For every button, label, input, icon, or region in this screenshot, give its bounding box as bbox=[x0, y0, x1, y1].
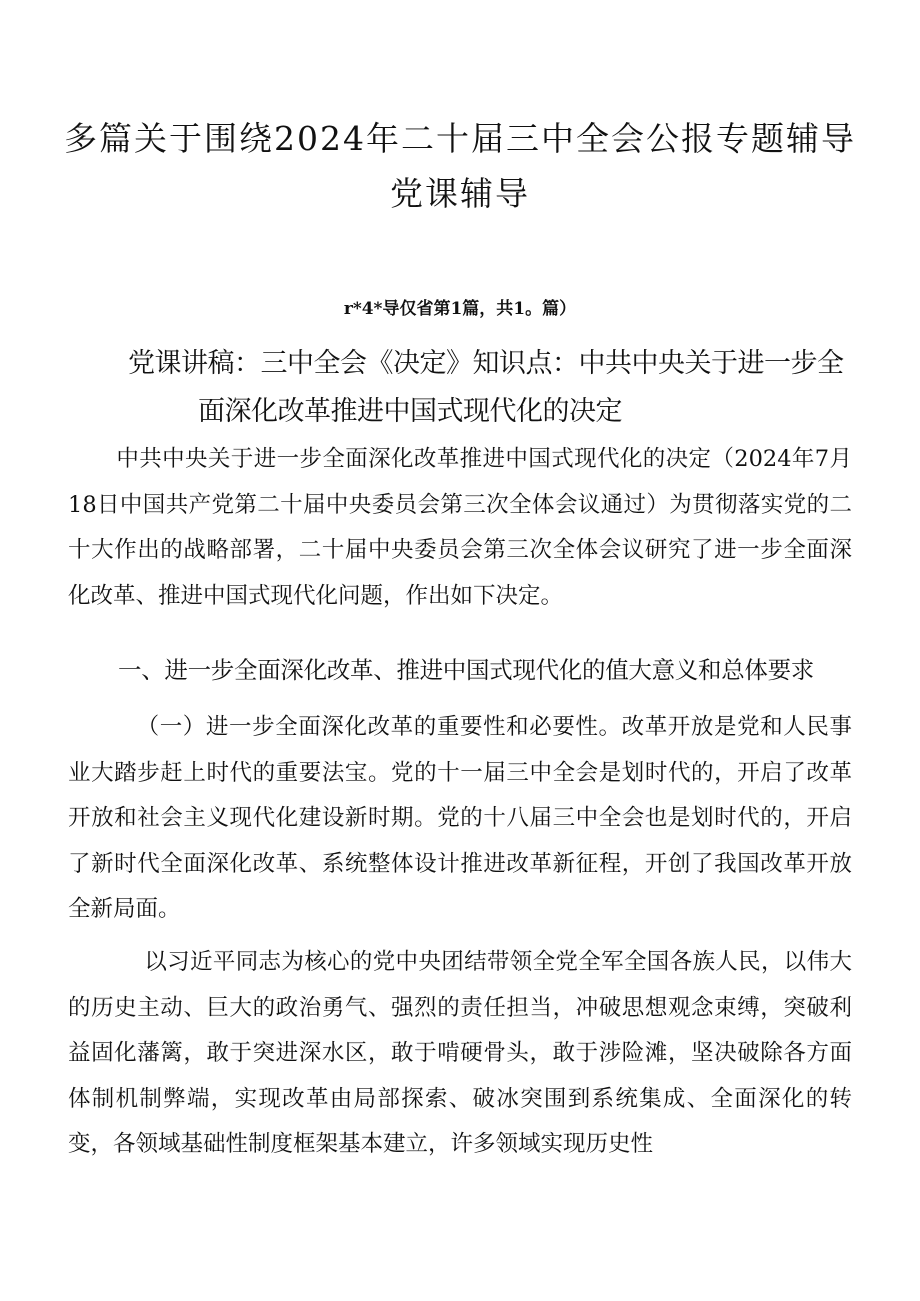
paragraph-achievements bbox=[68, 940, 852, 1168]
subheading-line2: 面深化改革推进中国式现代化的决定 bbox=[198, 396, 622, 427]
section-heading: 一、进一步全面深化改革、推进中国式现代化的值大意义和总体要求 bbox=[118, 656, 814, 684]
paragraph-intro bbox=[68, 437, 852, 619]
article-counter: r*4*导仅省第1篇，共1。篇） bbox=[343, 299, 577, 319]
paragraph-achievements-text: 以习近平同志为核心的党中央团结带领全党全军全国各族人民，以伟大的历史主动、巨大的政治勇气、强烈的责任担当，冲破思想观念束缚，突破利益固化藩篱，敢于突进深水区，敢于啃硬骨头，敢于涉险滩，坚决破除各方面体制机制弊端，实现改革由局部探索、破冰突围到系统集成、全面深化的转变，各领域基础性制度框架基本建立，许多领域实现历史性 bbox=[68, 949, 852, 1158]
paragraph-importance-text: （一）进一步全面深化改革的重要性和必要性。改革开放是党和人民事业大踏步赶上时代的重要法宝。党的十一届三中全会是划时代的，开启了改革开放和社会主义现代化建设新时期。党的十八届三中全会也是划时代的，开启了新时代全面深化改革、系统整体设计推进改革新征程，开创了我国改革开放全新局面。 bbox=[68, 714, 852, 923]
document-title-line1: 多篇关于围绕2024年二十届三中全会公报专题辅导 bbox=[64, 119, 856, 158]
document-title-line2: 党课辅导 bbox=[390, 174, 530, 213]
paragraph-importance bbox=[68, 705, 852, 933]
subheading-line1: 党课讲稿：三中全会《决定》知识点：中共中央关于进一步全 bbox=[128, 348, 844, 379]
paragraph-intro-text: 中共中央关于进一步全面深化改革推进中国式现代化的决定（2024年7月18日中国共产党第二十届中央委员会第三次全体会议通过）为贯彻落实党的二十大作出的战略部署，二十届中央委员会第三次全体会议研究了进一步全面深化改革、推进中国式现代化问题，作出如下决定。 bbox=[68, 446, 852, 609]
